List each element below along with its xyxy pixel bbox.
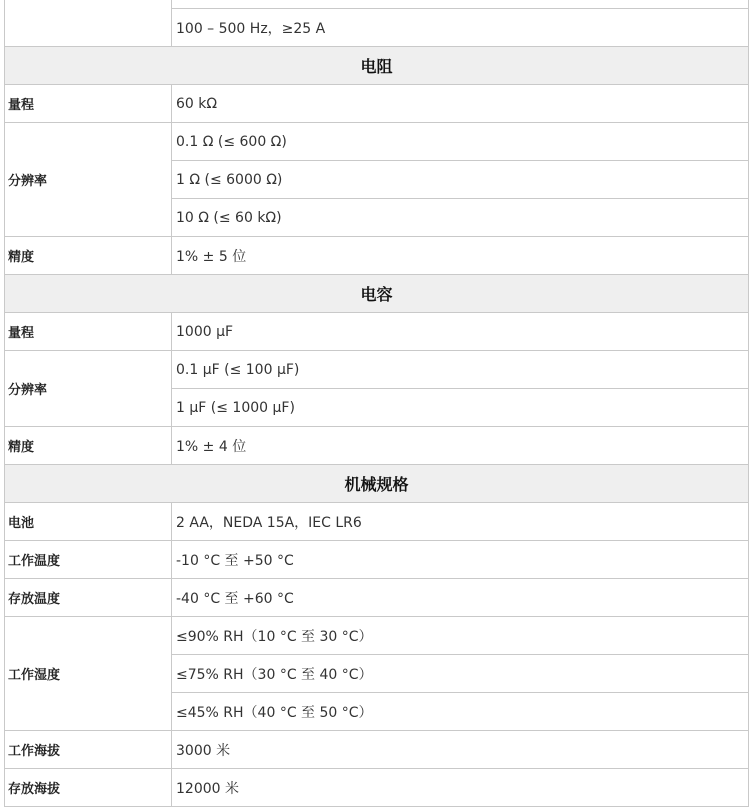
table-row xyxy=(5,0,749,47)
value-cell: 1% ± 5 位 xyxy=(176,248,247,265)
section-header: 电容 xyxy=(5,275,749,313)
value-cell: 12000 米 xyxy=(176,780,239,797)
value-cell: 1000 µF xyxy=(176,323,234,340)
value-cell: 1% ± 4 位 xyxy=(176,438,247,455)
value-cell: ≤75% RH（30 °C 至 40 °C） xyxy=(172,654,748,692)
row-label: 工作海拔 xyxy=(5,731,172,768)
value-cell: 100 – 500 Hz，≥25 A xyxy=(172,8,748,46)
value-cell: 3000 米 xyxy=(176,742,231,759)
row-label: 存放温度 xyxy=(5,579,172,616)
row-values xyxy=(172,503,749,540)
row-values xyxy=(172,313,749,350)
value-cell: ≤90% RH（10 °C 至 30 °C） xyxy=(176,628,373,645)
row-label: 电池 xyxy=(5,503,172,540)
row-values xyxy=(172,769,749,806)
row-label: 工作温度 xyxy=(5,541,172,578)
table-row xyxy=(5,579,749,617)
value-cell xyxy=(172,0,748,8)
row-label: 量程 xyxy=(5,313,172,350)
value-cell: -40 °C 至 +60 °C xyxy=(176,590,294,607)
value-cell: 2 AA，NEDA 15A，IEC LR6 xyxy=(176,514,362,531)
table-row xyxy=(5,769,749,807)
value-cell: 1 µF (≤ 1000 µF) xyxy=(172,388,748,426)
table-row xyxy=(5,313,749,351)
value-cell: 10 Ω (≤ 60 kΩ) xyxy=(172,198,748,236)
table-row xyxy=(5,237,749,275)
table-row xyxy=(5,85,749,123)
row-label: 分辨率 xyxy=(5,123,172,236)
spec-table xyxy=(4,0,749,807)
row-label: 存放海拔 xyxy=(5,769,172,806)
value-cell: 0.1 µF (≤ 100 µF) xyxy=(176,361,300,378)
row-label: 分辨率 xyxy=(5,351,172,426)
row-values xyxy=(172,123,749,236)
row-values xyxy=(172,731,749,768)
row-values xyxy=(172,85,749,122)
value-cell: 60 kΩ xyxy=(176,95,218,112)
table-row xyxy=(5,503,749,541)
row-values xyxy=(172,427,749,464)
table-row xyxy=(5,541,749,579)
row-values xyxy=(172,351,749,426)
row-values xyxy=(172,579,749,616)
value-cell: 1 Ω (≤ 6000 Ω) xyxy=(172,160,748,198)
table-row xyxy=(5,617,749,731)
row-values xyxy=(172,0,749,46)
row-label: 工作湿度 xyxy=(5,617,172,730)
row-values xyxy=(172,617,749,730)
section-header: 机械规格 xyxy=(5,465,749,503)
row-label xyxy=(5,0,172,46)
row-label: 量程 xyxy=(5,85,172,122)
table-row xyxy=(5,123,749,237)
row-label: 精度 xyxy=(5,237,172,274)
table-row xyxy=(5,427,749,465)
table-row xyxy=(5,351,749,427)
value-cell: -10 °C 至 +50 °C xyxy=(176,552,294,569)
section-header: 电阻 xyxy=(5,47,749,85)
table-row xyxy=(5,731,749,769)
row-values xyxy=(172,541,749,578)
value-cell: ≤45% RH（40 °C 至 50 °C） xyxy=(172,692,748,730)
row-values xyxy=(172,237,749,274)
row-label: 精度 xyxy=(5,427,172,464)
value-cell: 0.1 Ω (≤ 600 Ω) xyxy=(176,133,287,150)
